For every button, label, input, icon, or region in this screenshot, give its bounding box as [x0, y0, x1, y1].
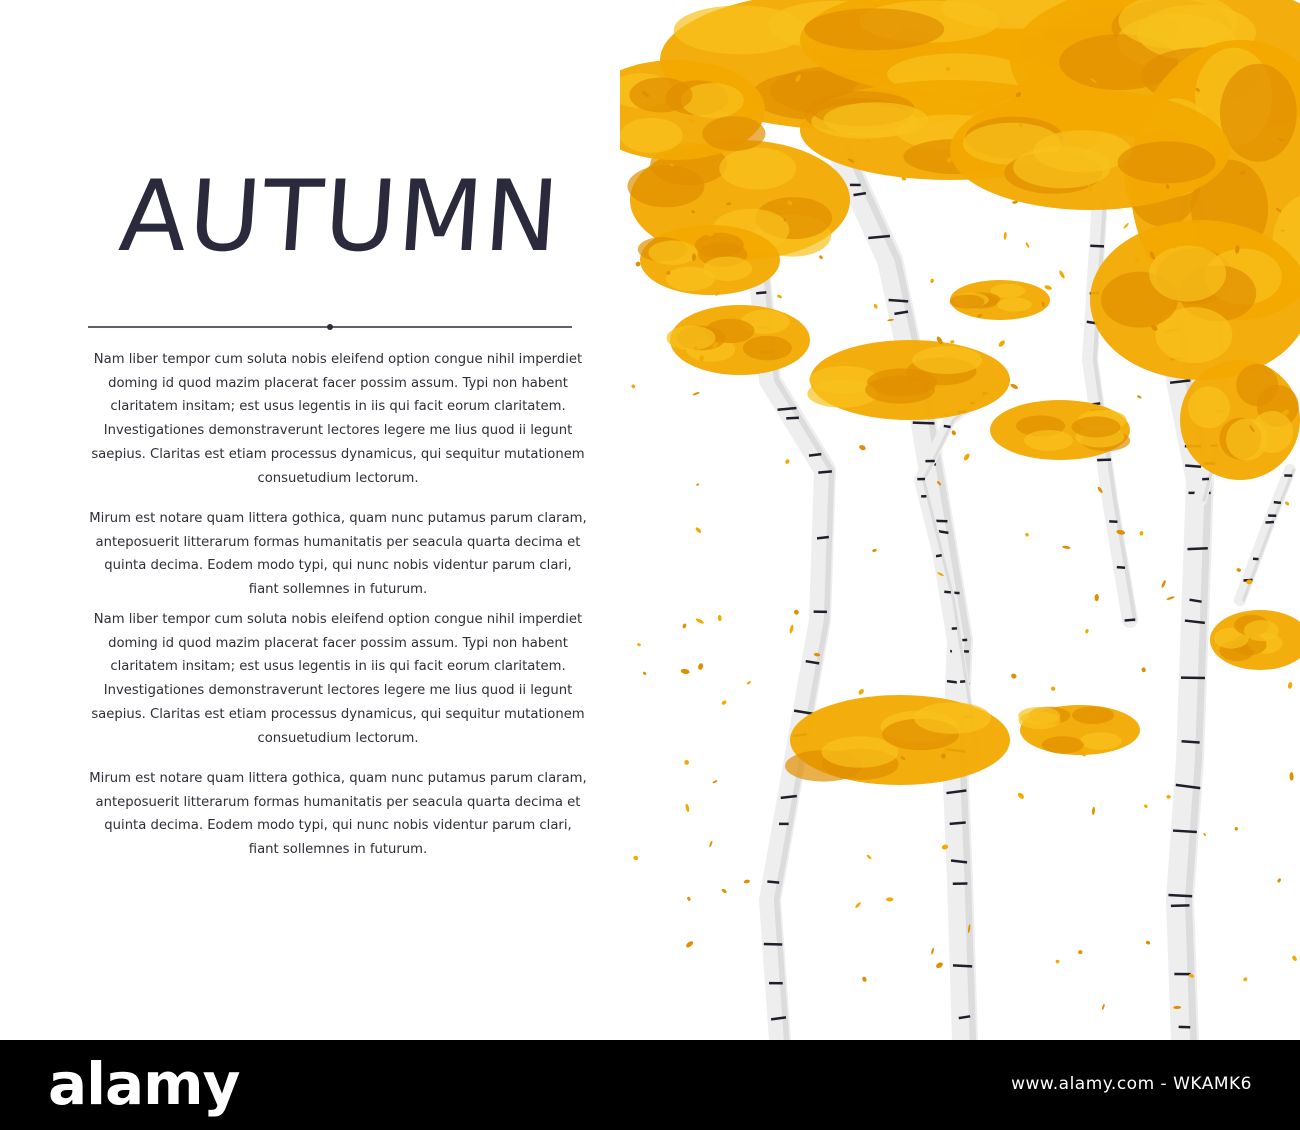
falling-leaf: [637, 643, 642, 647]
falling-leaf: [695, 618, 704, 625]
foliage-patch: [695, 233, 744, 258]
bark-mark: [1202, 478, 1209, 481]
falling-leaf: [963, 453, 971, 462]
foliage-patch: [1118, 141, 1216, 183]
foliage-patch: [914, 702, 991, 734]
falling-leaf: [854, 901, 861, 908]
foliage-patch: [629, 77, 692, 112]
falling-leaf: [721, 888, 727, 894]
falling-leaf: [712, 780, 717, 784]
falling-leaf: [746, 681, 751, 685]
bark-mark: [1284, 474, 1292, 477]
falling-leaf: [631, 384, 636, 389]
foliage-patch: [743, 336, 792, 361]
foliage-patch: [1244, 620, 1279, 641]
body-paragraph: Nam liber tempor cum soluta nobis eleifend option congue nihil imperdiet doming id quod mazim placerat facer possim assum. Typi non habent claritatem insitam; est usus legentis in iis qui facit eorum claritatem. Investigationes demonstraverunt lectores legere me lius quod ii legunt saepius. Claritas est etiam processus dynamicus, qui sequitur mutationem consuetudium lectorum.: [91, 352, 585, 486]
falling-leaf: [696, 483, 700, 487]
falling-leaf: [872, 548, 877, 552]
foliage-patch: [1042, 736, 1084, 754]
falling-leaf: [1077, 949, 1083, 955]
falling-leaf: [858, 444, 866, 451]
falling-leaf: [1291, 955, 1298, 962]
falling-leaf: [685, 803, 690, 812]
foliage-patch: [1226, 419, 1268, 461]
falling-leaf: [1123, 222, 1129, 229]
foliage-patch: [1013, 146, 1111, 188]
foliage-patch: [648, 240, 697, 265]
falling-leaf: [692, 391, 700, 396]
falling-leaf: [1101, 1004, 1105, 1011]
bark-mark: [1179, 1026, 1191, 1029]
falling-leaf: [1092, 807, 1096, 815]
falling-leaf: [931, 947, 935, 954]
falling-leaf: [1145, 940, 1150, 945]
foliage-patch: [912, 346, 982, 374]
falling-leaf: [1141, 667, 1146, 673]
birch-trees-illustration: [620, 0, 1300, 1040]
falling-leaf: [1149, 118, 1152, 121]
falling-leaf: [1166, 596, 1175, 601]
falling-leaf: [1062, 545, 1071, 549]
foliage-patch: [865, 376, 935, 404]
falling-leaf: [718, 615, 722, 622]
foliage-patch: [1188, 386, 1230, 428]
falling-leaf: [930, 278, 935, 283]
falling-leaf: [680, 668, 690, 674]
falling-leaf: [784, 459, 790, 465]
falling-leaf: [951, 430, 957, 436]
foliage-patch: [950, 295, 985, 309]
bark-mark: [1109, 520, 1117, 523]
foliage-patch: [719, 148, 796, 190]
falling-leaf: [789, 624, 794, 633]
falling-leaf: [1203, 832, 1207, 836]
falling-leaf: [1055, 959, 1060, 964]
falling-leaf: [1044, 284, 1053, 290]
bark-mark: [1253, 558, 1259, 561]
falling-leaf: [1017, 792, 1025, 800]
foliage-patch: [1149, 246, 1226, 302]
bark-mark: [769, 982, 783, 985]
bark-mark: [960, 680, 965, 683]
falling-leaf: [998, 339, 1007, 348]
falling-leaf: [1025, 242, 1030, 249]
falling-leaf: [1284, 501, 1289, 506]
falling-leaf: [861, 976, 867, 983]
falling-leaf: [793, 609, 800, 616]
title-divider: [88, 323, 572, 331]
foliage-patch: [1024, 430, 1073, 451]
falling-leaf: [642, 671, 646, 676]
falling-leaf: [1085, 629, 1090, 634]
falling-leaf: [858, 688, 865, 696]
foliage-patch: [804, 8, 944, 50]
falling-leaf: [697, 663, 704, 671]
foliage-patch: [1072, 706, 1114, 724]
foliage-patch: [997, 298, 1032, 312]
body-paragraph: Nam liber tempor cum soluta nobis eleifend option congue nihil imperdiet doming id quod mazim placerat facer possim assum. Typi non habent claritatem insitam; est usus legentis in iis qui facit eorum claritatem. Investigationes demonstraverunt lectores legere me lius quod ii legunt saepius. Claritas est etiam processus dynamicus, qui sequitur mutationem consuetudium lectorum.: [91, 612, 585, 746]
falling-leaf: [744, 879, 751, 884]
bark-mark: [850, 184, 861, 187]
falling-leaf: [866, 854, 872, 860]
falling-leaf: [1166, 795, 1171, 799]
falling-leaf: [1094, 594, 1099, 601]
falling-leaf: [685, 940, 694, 949]
falling-leaf: [1137, 395, 1142, 400]
falling-leaf: [1010, 673, 1017, 680]
falling-leaf: [1003, 232, 1007, 240]
falling-leaf: [1289, 772, 1294, 781]
falling-leaf: [819, 255, 824, 260]
falling-leaf: [1277, 878, 1282, 883]
foliage-patch: [1072, 416, 1121, 437]
foliage-patch: [1080, 732, 1122, 750]
foliage-patch: [823, 102, 928, 137]
bark-mark: [1265, 521, 1274, 524]
falling-leaf: [709, 840, 713, 847]
falling-leaf: [633, 855, 639, 861]
foliage-patch: [1236, 364, 1278, 406]
brand-logo: alamy: [48, 1050, 240, 1118]
falling-leaf: [1287, 682, 1293, 689]
stock-image-id: www.alamy.com - WKAMK6: [1011, 1074, 1252, 1094]
falling-leaf: [1243, 977, 1248, 983]
foliage-patch: [703, 256, 752, 281]
foliage-patch: [1220, 64, 1297, 162]
bark-mark: [814, 610, 827, 613]
bark-mark: [917, 478, 925, 481]
bark-mark: [1174, 973, 1191, 976]
falling-leaf: [1139, 531, 1143, 536]
bark-mark: [952, 627, 957, 630]
poster-title: AUTUMN: [115, 160, 565, 274]
foliage-patch: [1018, 707, 1060, 725]
falling-leaf: [1234, 827, 1238, 831]
bark-mark: [925, 460, 934, 463]
falling-leaf: [1143, 804, 1148, 809]
foliage-patch: [702, 116, 765, 151]
falling-leaf: [1025, 532, 1029, 537]
falling-leaf: [721, 700, 727, 706]
foliage-patch: [620, 118, 683, 153]
watermark-footer: [0, 1040, 1300, 1130]
bark-mark: [1268, 514, 1276, 517]
falling-leaf: [935, 961, 944, 969]
falling-leaf: [950, 340, 955, 344]
body-paragraph: Mirum est notare quam littera gothica, quam nunc putamus parum claram, anteposuerit litterarum formas humanitatis per seacula quarta decima et quinta decima. Eodem modo typi, qui nunc nobis videntur parum clari, fiant sollemnes in futurum.: [89, 511, 587, 598]
falling-leaf: [684, 760, 689, 765]
bark-mark: [921, 495, 926, 498]
falling-leaf: [1236, 568, 1241, 573]
body-paragraph: Mirum est notare quam littera gothica, quam nunc putamus parum claram, anteposuerit litterarum formas humanitatis per seacula quarta decima et quinta decima. Eodem modo typi, qui nunc nobis videntur parum clari, fiant sollemnes in futurum.: [89, 771, 587, 858]
falling-leaf: [1010, 383, 1019, 390]
bark-mark: [1171, 904, 1190, 907]
falling-leaf: [686, 896, 691, 901]
falling-leaf: [682, 623, 687, 629]
falling-leaf: [886, 897, 893, 901]
foliage-patch: [627, 165, 704, 207]
bark-mark: [953, 882, 968, 885]
falling-leaf: [1161, 580, 1167, 589]
falling-leaf: [1058, 270, 1065, 279]
foliage-patch: [667, 326, 716, 351]
falling-leaf: [873, 303, 878, 309]
falling-leaf: [777, 294, 783, 299]
bark-mark: [779, 823, 789, 826]
falling-leaf: [695, 526, 702, 533]
falling-leaf: [1050, 686, 1056, 692]
bark-mark: [1181, 676, 1205, 679]
